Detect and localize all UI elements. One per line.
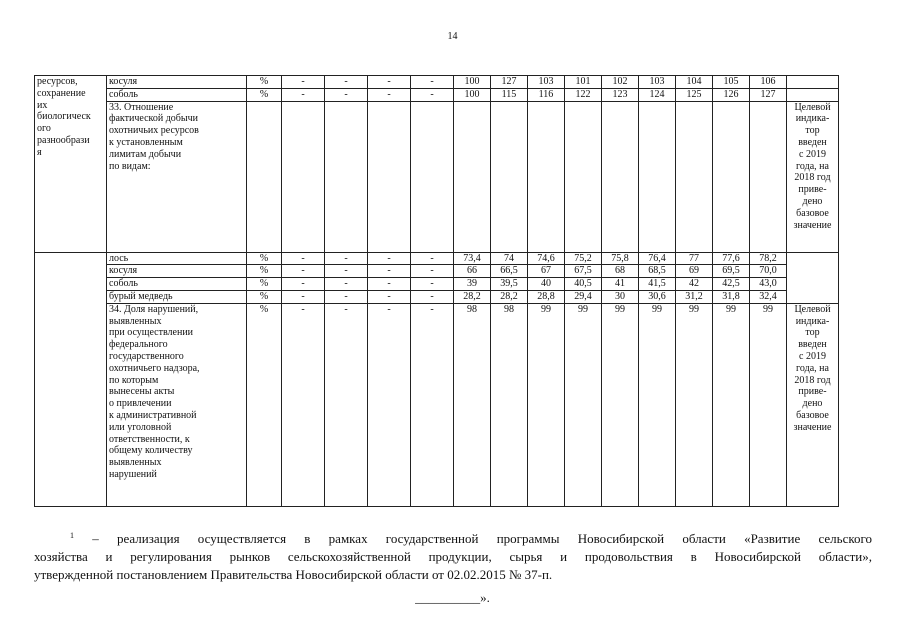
footnote-line <box>34 530 872 548</box>
value-cell: - <box>368 88 411 101</box>
footnote-line: хозяйства и регулирования рынков сельскохозяйственной продукции, сырья и продовольствия в Новосибирской области», <box>34 549 872 564</box>
value-cell: - <box>282 290 325 303</box>
value-cell: - <box>411 252 454 265</box>
unit-cell: % <box>247 88 282 101</box>
value-cell: 74 <box>491 252 528 265</box>
value-cell: 98 <box>491 303 528 506</box>
indicator-33-label <box>107 101 247 252</box>
value-cell: 29,4 <box>565 290 602 303</box>
table-row <box>35 76 839 89</box>
value-cell: 28,2 <box>454 290 491 303</box>
closing-mark: __________». <box>415 590 490 605</box>
value-cell <box>750 101 787 252</box>
indicator-label-line: охотничьего надзора, <box>109 362 200 374</box>
table-row <box>35 265 839 278</box>
value-cell: 69 <box>676 265 713 278</box>
value-cell: 103 <box>639 76 676 89</box>
note-line: Целевой <box>794 303 831 315</box>
value-cell: 127 <box>491 76 528 89</box>
indicator-label-line: выявленных <box>109 457 162 469</box>
value-cell: 123 <box>602 88 639 101</box>
value-cell: 67,5 <box>565 265 602 278</box>
note-line: введен <box>798 339 827 351</box>
indicator-label-line: федерального <box>109 339 168 351</box>
value-cell: - <box>325 278 368 291</box>
value-cell: 66 <box>454 265 491 278</box>
table-body <box>35 76 839 507</box>
value-cell: 40,5 <box>565 278 602 291</box>
section-label-line: ого <box>37 123 51 135</box>
indicators-table <box>34 75 839 507</box>
value-cell: 99 <box>602 303 639 506</box>
value-cell: - <box>282 252 325 265</box>
value-cell: 74,6 <box>528 252 565 265</box>
row-label: лось <box>107 252 247 265</box>
value-cell: 31,8 <box>713 290 750 303</box>
value-cell: - <box>368 290 411 303</box>
note-line: с 2019 <box>799 148 826 160</box>
value-cell <box>565 101 602 252</box>
value-cell: 42,5 <box>713 278 750 291</box>
value-cell: 125 <box>676 88 713 101</box>
row-label: бурый медведь <box>107 290 247 303</box>
value-cell: - <box>411 265 454 278</box>
value-cell: - <box>368 252 411 265</box>
value-cell <box>491 101 528 252</box>
indicator-label-line: нарушений <box>109 468 157 480</box>
value-cell: - <box>325 252 368 265</box>
note-cell <box>787 252 839 303</box>
unit-cell: % <box>247 278 282 291</box>
value-cell: - <box>282 278 325 291</box>
value-cell: 105 <box>713 76 750 89</box>
value-cell: 122 <box>565 88 602 101</box>
note-line: базовое <box>796 207 829 219</box>
value-cell: 99 <box>528 303 565 506</box>
value-cell: 106 <box>750 76 787 89</box>
note-line: с 2019 <box>799 350 826 362</box>
value-cell: - <box>368 303 411 506</box>
value-cell: - <box>411 278 454 291</box>
value-cell <box>282 101 325 252</box>
value-cell: - <box>411 88 454 101</box>
note-line: Целевой <box>794 101 831 113</box>
value-cell: 99 <box>565 303 602 506</box>
footnote-text: – реализация осуществляется в рамках государственной программы Новосибирской области «Развитие сельского <box>92 531 872 546</box>
indicator-34-note <box>787 303 839 506</box>
value-cell: - <box>325 265 368 278</box>
value-cell: 75,8 <box>602 252 639 265</box>
value-cell <box>713 101 750 252</box>
footnote-marker: 1 <box>70 531 74 540</box>
indicator-34-label <box>107 303 247 506</box>
value-cell: 68 <box>602 265 639 278</box>
value-cell: - <box>411 290 454 303</box>
section-label-line: ресурсов, <box>37 76 78 87</box>
section-label-line: разнообрази <box>37 134 90 146</box>
value-cell: 99 <box>750 303 787 506</box>
value-cell: 66,5 <box>491 265 528 278</box>
row-label: косуля <box>107 76 247 89</box>
value-cell <box>639 101 676 252</box>
indicator-label-line: 34. Доля нарушений, <box>109 303 199 315</box>
value-cell: - <box>411 303 454 506</box>
section-label-line: их <box>37 99 48 111</box>
note-line: дено <box>802 398 823 410</box>
value-cell: 77,6 <box>713 252 750 265</box>
section-label-line: сохранение <box>37 87 86 99</box>
note-line: индика- <box>795 315 830 327</box>
table-row <box>35 252 839 265</box>
indicator-label-line: к установленным <box>109 136 183 148</box>
footnote-line: утвержденной постановлением Правительства Новосибирской области от 02.02.2015 № 37-п. <box>34 567 553 582</box>
note-line: дено <box>802 195 823 207</box>
value-cell: 99 <box>676 303 713 506</box>
indicator-label-line: о привлечении <box>109 398 172 410</box>
value-cell: - <box>282 303 325 506</box>
note-line: значение <box>793 421 832 433</box>
value-cell: 67 <box>528 265 565 278</box>
indicator-label-line: по которым <box>109 374 159 386</box>
note-cell <box>787 76 839 89</box>
note-line: индика- <box>795 113 830 125</box>
value-cell: 98 <box>454 303 491 506</box>
value-cell: 43,0 <box>750 278 787 291</box>
table-row <box>35 88 839 101</box>
table-row <box>35 101 839 252</box>
value-cell: - <box>325 76 368 89</box>
indicator-label-line: к административной <box>109 409 197 421</box>
value-cell: 40 <box>528 278 565 291</box>
value-cell: 99 <box>713 303 750 506</box>
unit-cell: % <box>247 265 282 278</box>
table-row <box>35 290 839 303</box>
section-label-line: я <box>37 146 42 158</box>
value-cell <box>454 101 491 252</box>
row-label: соболь <box>107 88 247 101</box>
value-cell: - <box>282 88 325 101</box>
unit-cell: % <box>247 303 282 506</box>
value-cell: 28,8 <box>528 290 565 303</box>
unit-cell: % <box>247 252 282 265</box>
indicator-label-line: охотничьих ресурсов <box>109 125 199 137</box>
value-cell: - <box>368 265 411 278</box>
unit-cell <box>247 101 282 252</box>
indicator-label-line: по видам: <box>109 160 151 172</box>
note-line: года, на <box>796 160 829 172</box>
indicator-label-line: выявленных <box>109 315 162 327</box>
value-cell: 31,2 <box>676 290 713 303</box>
row-label: косуля <box>107 265 247 278</box>
value-cell: 100 <box>454 88 491 101</box>
value-cell: 76,4 <box>639 252 676 265</box>
page-number: 14 <box>447 31 458 42</box>
indicator-label-line: фактической добычи <box>109 113 198 125</box>
table-row <box>35 278 839 291</box>
indicator-label-line: лимитам добычи <box>109 148 182 160</box>
table-row <box>35 303 839 506</box>
value-cell: 42 <box>676 278 713 291</box>
section-label-cell-continued <box>35 252 107 506</box>
value-cell <box>368 101 411 252</box>
value-cell: 104 <box>676 76 713 89</box>
note-line: тор <box>805 125 820 137</box>
note-line: 2018 год <box>794 374 831 386</box>
value-cell: 41 <box>602 278 639 291</box>
value-cell: 127 <box>750 88 787 101</box>
unit-cell: % <box>247 290 282 303</box>
indicator-label-line: общему количеству <box>109 445 193 457</box>
indicator-label-line: ответственности, к <box>109 433 190 445</box>
note-line: базовое <box>796 409 829 421</box>
value-cell: 30 <box>602 290 639 303</box>
indicator-label-line: вынесены акты <box>109 386 175 398</box>
note-line: тор <box>805 327 820 339</box>
value-cell: - <box>325 88 368 101</box>
value-cell: 41,5 <box>639 278 676 291</box>
value-cell: 75,2 <box>565 252 602 265</box>
value-cell: 68,5 <box>639 265 676 278</box>
value-cell: - <box>325 303 368 506</box>
section-label-line: биологическ <box>37 111 91 123</box>
indicator-label-line: или уголовной <box>109 421 172 433</box>
value-cell: 69,5 <box>713 265 750 278</box>
value-cell: 101 <box>565 76 602 89</box>
value-cell: 100 <box>454 76 491 89</box>
value-cell: 116 <box>528 88 565 101</box>
value-cell: 99 <box>639 303 676 506</box>
value-cell: - <box>368 278 411 291</box>
note-line: приве- <box>798 184 827 196</box>
note-line: введен <box>798 136 827 148</box>
note-line: года, на <box>796 362 829 374</box>
indicator-label-line: при осуществлении <box>109 327 194 339</box>
value-cell <box>325 101 368 252</box>
value-cell: - <box>368 76 411 89</box>
value-cell: 124 <box>639 88 676 101</box>
value-cell: - <box>282 265 325 278</box>
value-cell: - <box>282 76 325 89</box>
footnote <box>34 530 872 584</box>
unit-cell: % <box>247 76 282 89</box>
value-cell: 78,2 <box>750 252 787 265</box>
note-line: 2018 год <box>794 172 831 184</box>
value-cell <box>528 101 565 252</box>
value-cell: 115 <box>491 88 528 101</box>
section-label-cell <box>35 76 107 253</box>
value-cell: 77 <box>676 252 713 265</box>
value-cell <box>676 101 713 252</box>
indicator-label-line: государственного <box>109 350 184 362</box>
value-cell: 70,0 <box>750 265 787 278</box>
value-cell <box>411 101 454 252</box>
value-cell: 126 <box>713 88 750 101</box>
value-cell: 28,2 <box>491 290 528 303</box>
value-cell: 73,4 <box>454 252 491 265</box>
note-line: значение <box>793 219 832 231</box>
value-cell: 39,5 <box>491 278 528 291</box>
row-label: соболь <box>107 278 247 291</box>
value-cell: - <box>325 290 368 303</box>
indicator-label-line: 33. Отношение <box>109 101 174 113</box>
value-cell: 32,4 <box>750 290 787 303</box>
note-cell <box>787 88 839 101</box>
value-cell: 102 <box>602 76 639 89</box>
value-cell: 30,6 <box>639 290 676 303</box>
value-cell: 39 <box>454 278 491 291</box>
value-cell: - <box>411 76 454 89</box>
value-cell: 103 <box>528 76 565 89</box>
value-cell <box>602 101 639 252</box>
indicator-33-note <box>787 101 839 252</box>
note-line: приве- <box>798 386 827 398</box>
